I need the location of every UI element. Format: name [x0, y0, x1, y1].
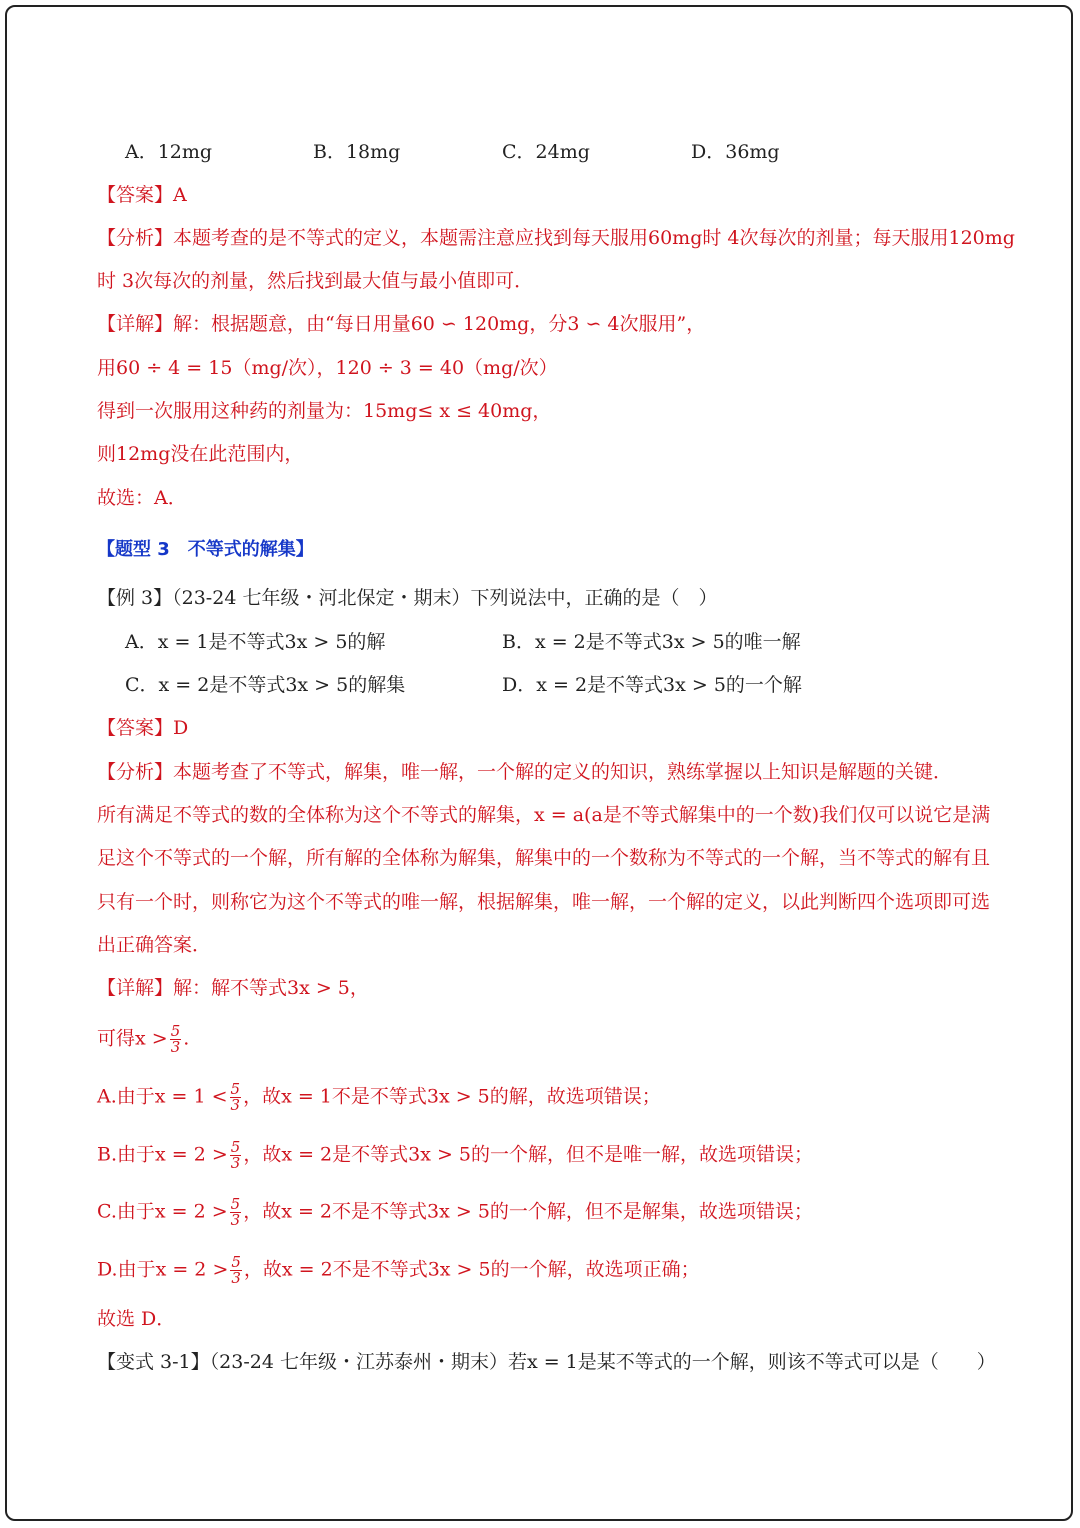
case-text: B.由于x = 2 >: [97, 1143, 228, 1166]
case-text: ，故x = 2不是不等式3x > 5的一个解，故选项正确；: [243, 1258, 700, 1281]
example-option-a: A．x = 1是不等式3x > 5的解: [125, 631, 386, 653]
fraction: [230, 1197, 242, 1228]
fraction-numerator: 5: [230, 1195, 241, 1213]
fraction: [230, 1255, 242, 1286]
case-text: C.由于x = 2 >: [97, 1200, 228, 1223]
example-option-b: B．x = 2是不等式3x > 5的唯一解: [502, 631, 801, 653]
answer-label: 【答案】A: [97, 184, 187, 206]
example-analysis-line: 所有满足不等式的数的全体称为这个不等式的解集，x = a(a是不等式解集中的一个数)我们仅可以说它是满: [97, 804, 991, 826]
case-text: D.由于x = 2 >: [97, 1258, 229, 1281]
variant-stem: 【变式 3-1】（23-24 七年级・江苏泰州・期末）若x = 1是某不等式的一个解，则该不等式可以是（ ）: [97, 1351, 996, 1373]
detail-text: .: [183, 1027, 190, 1050]
detail-line: 用60 ÷ 4 = 15（mg/次），120 ÷ 3 = 40（mg/次）: [97, 357, 558, 379]
fraction-denominator: 3: [230, 1211, 241, 1229]
case-text: A.由于x = 1 <: [97, 1085, 228, 1108]
section-title: 【题型 3 不等式的解集】: [97, 539, 314, 560]
case-text: ，故x = 2不是不等式3x > 5的一个解，但不是解集，故选项错误；: [243, 1200, 813, 1223]
analysis-line: 【分析】本题考查的是不等式的定义，本题需注意应找到每天服用60mg时 4次每次的剂量；每天服用120mg: [97, 227, 1015, 249]
fraction-numerator: 5: [230, 1138, 241, 1156]
option-a: A．12mg: [125, 141, 213, 163]
example-choose: 故选 D．: [97, 1308, 176, 1330]
analysis-line: 时 3次每次的剂量，然后找到最大值与最小值即可．: [97, 270, 534, 292]
detail-line: 则12mg没在此范围内，: [97, 443, 304, 465]
example-analysis-line: 足这个不等式的一个解，所有解的全体称为解集，解集中的一个数称为不等式的一个解，当不等式的解有且: [97, 847, 991, 869]
example-detail-line: 【详解】解：解不等式3x > 5，: [97, 977, 369, 999]
choose-line: 故选：A．: [97, 487, 187, 509]
example-stem: 【例 3】（23-24 七年级・河北保定・期末）下列说法中，正确的是（ ）: [97, 587, 718, 609]
example-option-d: D．x = 2是不等式3x > 5的一个解: [502, 674, 802, 696]
example-case-d: [97, 1255, 700, 1286]
example-case-b: [97, 1140, 813, 1171]
example-analysis-line: 只有一个时，则称它为这个不等式的唯一解，根据解集，唯一解，一个解的定义，以此判断四个选项即可选: [97, 891, 991, 913]
example-case-c: [97, 1197, 813, 1228]
fraction: [230, 1140, 242, 1171]
detail-text: 可得x >: [97, 1027, 168, 1050]
fraction-numerator: 5: [230, 1080, 241, 1098]
case-text: ，故x = 2是不等式3x > 5的一个解，但不是唯一解，故选项错误；: [243, 1143, 814, 1166]
option-d: D．36mg: [691, 141, 780, 163]
fraction-denominator: 3: [230, 1096, 241, 1114]
detail-line: 【详解】解：根据题意，由“每日用量60 ∽ 120mg，分3 ∽ 4次服用”，: [97, 313, 706, 335]
detail-line: 得到一次服用这种药的剂量为：15mg≤ x ≤ 40mg，: [97, 400, 552, 422]
fraction-denominator: 3: [170, 1038, 181, 1056]
fraction-numerator: 5: [231, 1253, 241, 1271]
example-answer: 【答案】D: [97, 717, 189, 739]
case-text: ，故x = 1不是不等式3x > 5的解，故选项错误；: [243, 1085, 661, 1108]
example-case-a: [97, 1082, 661, 1113]
example-option-c: C．x = 2是不等式3x > 5的解集: [125, 674, 406, 696]
fraction-numerator: 5: [170, 1022, 181, 1040]
option-b: B．18mg: [313, 141, 401, 163]
fraction: [230, 1082, 242, 1113]
example-analysis-line: 【分析】本题考查了不等式，解集，唯一解，一个解的定义的知识，熟练掌握以上知识是解题的关键．: [97, 761, 953, 783]
example-analysis-line: 出正确答案．: [97, 934, 212, 956]
fraction: [170, 1024, 182, 1055]
example-detail-line: [97, 1024, 189, 1055]
fraction-denominator: 3: [230, 1154, 241, 1172]
option-c: C．24mg: [502, 141, 590, 163]
fraction-denominator: 3: [231, 1269, 241, 1287]
